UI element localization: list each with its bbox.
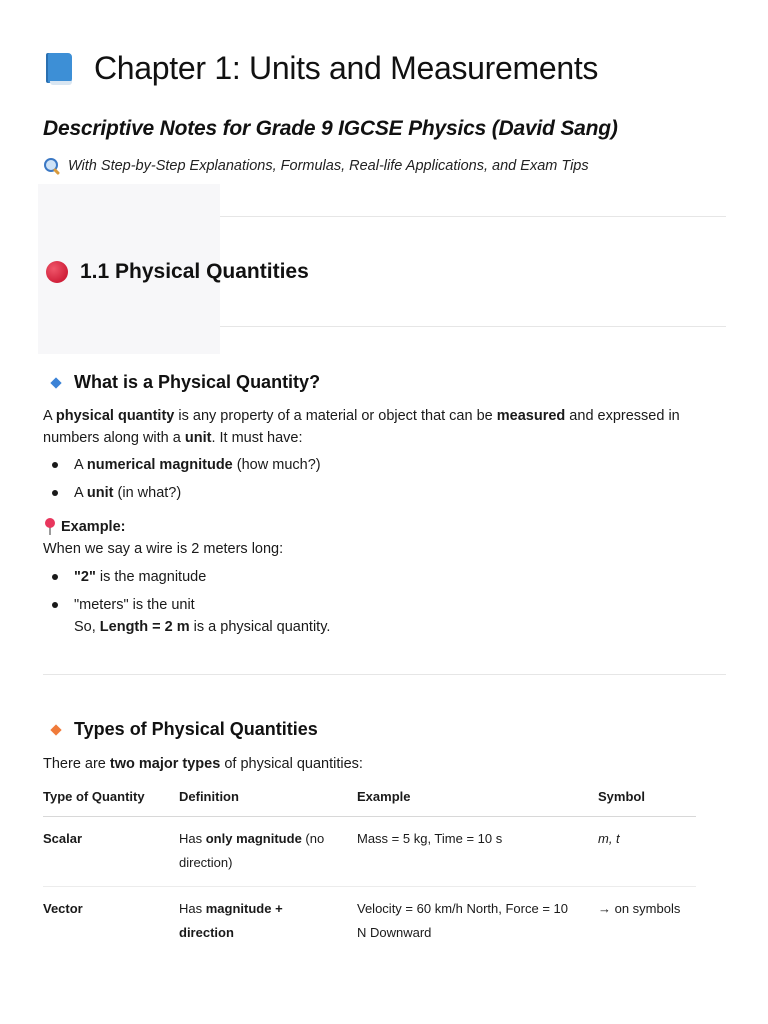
list-item bbox=[43, 482, 321, 504]
example-list bbox=[43, 566, 330, 638]
text-bold: physical quantity bbox=[55, 408, 175, 424]
column-header: Type of Quantity bbox=[43, 785, 179, 817]
quantity-types-table bbox=[43, 785, 696, 956]
text: is a physical quantity. bbox=[189, 619, 331, 635]
section-heading-text: 1.1 Physical Quantities bbox=[80, 260, 309, 283]
divider bbox=[220, 326, 726, 327]
page-subtitle: Descriptive Notes for Grade 9 IGCSE Physics (David Sang) bbox=[43, 117, 618, 140]
subsection-heading-text: Types of Physical Quantities bbox=[74, 719, 318, 739]
book-icon bbox=[44, 51, 74, 85]
list-item bbox=[43, 594, 330, 616]
text: "meters" is the unit bbox=[74, 597, 195, 613]
text-bold: unit bbox=[86, 485, 114, 501]
text: There are bbox=[43, 756, 110, 772]
table-row bbox=[43, 817, 696, 887]
text-bold: unit bbox=[184, 430, 212, 446]
text: So, bbox=[74, 619, 100, 635]
table-row bbox=[43, 887, 696, 957]
table-cell: → on symbols bbox=[598, 901, 681, 916]
pushpin-icon bbox=[44, 518, 56, 536]
text: is the magnitude bbox=[95, 569, 207, 585]
text: A bbox=[74, 457, 87, 473]
text: (in what?) bbox=[113, 485, 182, 501]
text-bold: Length = 2 m bbox=[99, 619, 190, 635]
subsection-heading-text: What is a Physical Quantity? bbox=[74, 372, 321, 392]
text: (how much?) bbox=[232, 457, 321, 473]
column-header: Symbol bbox=[598, 785, 696, 817]
table-cell: Mass = 5 kg, Time = 10 s bbox=[357, 817, 598, 887]
conclusion-line bbox=[43, 616, 330, 638]
divider bbox=[220, 216, 726, 217]
section-heading bbox=[46, 260, 309, 284]
text-bold: Scalar bbox=[43, 831, 83, 846]
table-cell bbox=[43, 887, 179, 957]
example-label-text: Example: bbox=[61, 519, 126, 535]
table-cell: Velocity = 60 km/h North, Force = 10 N Downward bbox=[357, 901, 568, 940]
subsection-heading-types bbox=[44, 719, 318, 740]
magnifier-icon bbox=[44, 158, 60, 174]
list-item bbox=[43, 566, 330, 588]
example-label bbox=[44, 518, 125, 536]
subsection-heading-what-is bbox=[44, 372, 320, 393]
table-cell bbox=[179, 817, 357, 887]
text: A bbox=[74, 485, 87, 501]
example-intro: When we say a wire is 2 meters long: bbox=[43, 541, 284, 557]
page-title-row bbox=[44, 46, 598, 90]
text-bold: Vector bbox=[43, 901, 83, 916]
orange-diamond-icon bbox=[50, 724, 61, 735]
text-bold: two major types bbox=[109, 756, 221, 772]
tagline bbox=[44, 158, 589, 174]
table-cell: m, t bbox=[598, 817, 696, 887]
list-item bbox=[43, 454, 321, 476]
divider bbox=[43, 674, 726, 675]
text: (no direction) bbox=[179, 831, 325, 870]
table-header-row bbox=[43, 785, 696, 817]
definition-paragraph bbox=[43, 405, 723, 449]
table-cell bbox=[179, 887, 357, 957]
text: Has bbox=[179, 831, 206, 846]
blue-diamond-icon bbox=[50, 377, 61, 388]
types-intro bbox=[43, 753, 723, 775]
tagline-text: With Step-by-Step Explanations, Formulas, Real-life Applications, and Exam Tips bbox=[68, 158, 589, 174]
page-title: Chapter 1: Units and Measurements bbox=[94, 49, 599, 86]
text-bold: magnitude + direction bbox=[179, 901, 283, 940]
text-bold: only magnitude bbox=[205, 831, 302, 846]
requirements-list bbox=[43, 454, 321, 504]
text: . It must have: bbox=[211, 430, 303, 446]
text: Has bbox=[179, 901, 206, 916]
text: is any property of a material or object that can be bbox=[174, 408, 497, 424]
text: A bbox=[43, 408, 56, 424]
text-bold: measured bbox=[496, 408, 566, 424]
text-bold: numerical magnitude bbox=[86, 457, 233, 473]
text: of physical quantities: bbox=[220, 756, 363, 772]
red-circle-icon bbox=[46, 261, 68, 283]
text: and expressed in numbers along with a bbox=[43, 408, 680, 446]
column-header: Example bbox=[357, 785, 598, 817]
table-cell bbox=[43, 817, 179, 887]
column-header: Definition bbox=[179, 785, 357, 817]
text-bold: "2" bbox=[74, 569, 96, 585]
